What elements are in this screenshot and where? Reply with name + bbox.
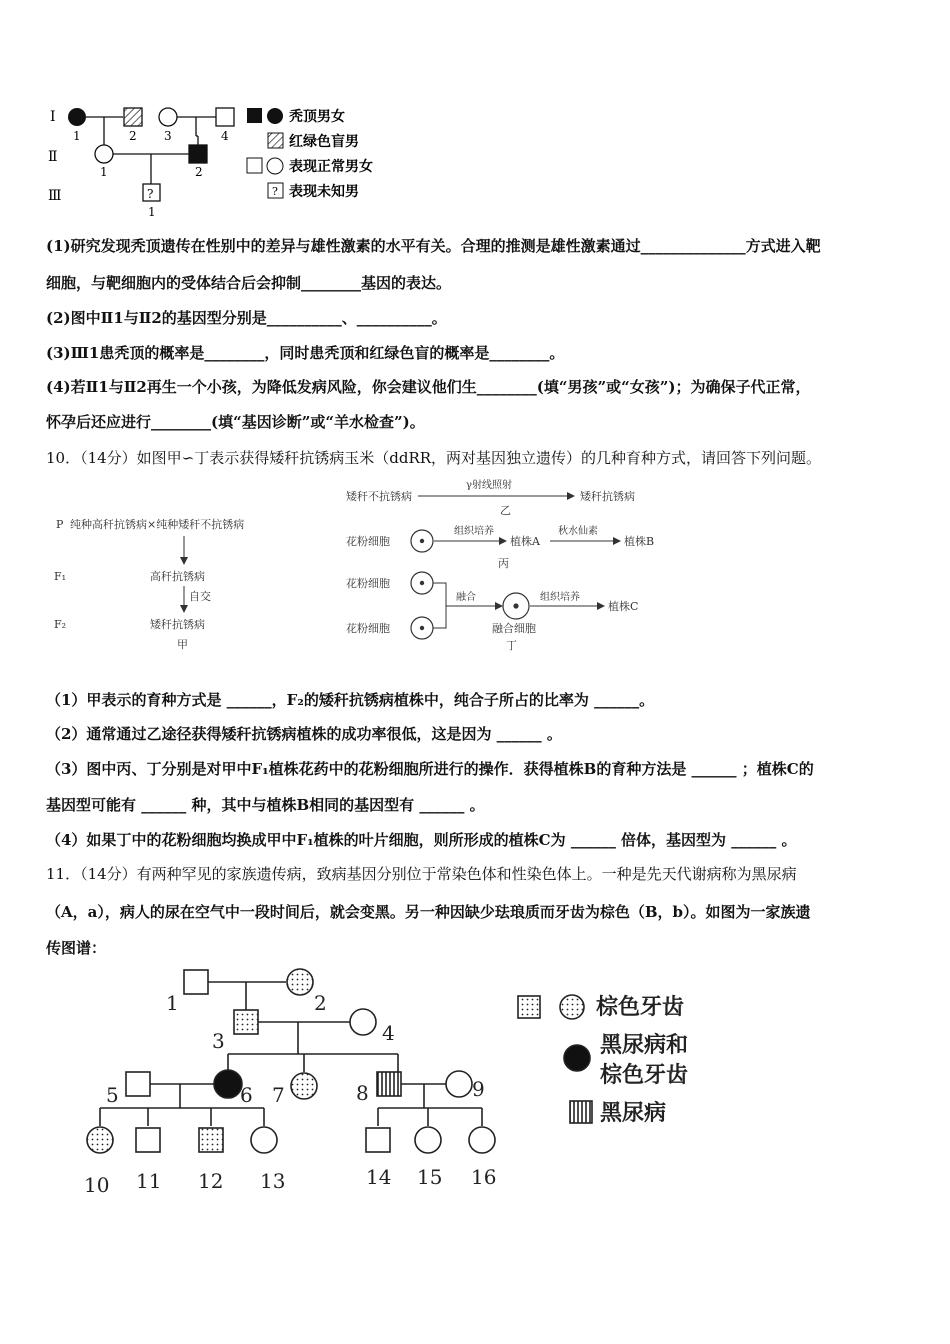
ped2-6 [214,1070,242,1098]
nucleus-dot [420,539,424,543]
pedigree1-num: 3 [164,129,172,143]
ped2-num: 2 [314,991,327,1015]
bing-name: 丙 [498,557,509,570]
ped2-num: 8 [356,1081,369,1105]
unknown-mark: ? [272,185,278,198]
legend-bald: 秃顶男女 [289,109,345,125]
jia-f2-label: F₂ [54,618,67,631]
q9-line-5: (4)若Ⅱ1与Ⅱ2再生一个小孩，为降低发病风险，你会建议他们生________(填“男孩”或“女孩”)；为确保子代正常， [46,378,811,396]
pedigree1-num: 1 [148,205,156,219]
pedigree1-num: 1 [73,129,81,143]
pedigree1-num: 2 [195,165,203,179]
legend-circle-filled [267,108,283,124]
legend2-square-dotted [518,996,540,1018]
jia-name: 甲 [177,638,188,651]
ped2-num: 4 [382,1021,395,1045]
ped2-num: 11 [136,1169,162,1193]
legend2-brown-teeth-2: 棕色牙齿 [600,1062,689,1088]
bing-cell: 花粉细胞 [346,535,390,548]
nucleus-dot [420,626,424,630]
yi-left: 矮秆不抗锈病 [346,490,412,503]
jia-f2-text: 矮秆抗锈病 [150,618,205,631]
jia-f1-label: F₁ [54,570,67,583]
bing-step1: 组织培养 [454,526,494,537]
ped2-num: 12 [198,1169,224,1193]
jia-p-label: P [56,518,64,531]
ding-step: 组织培养 [540,592,580,603]
yi-name: 乙 [500,504,511,517]
ped2-num: 16 [471,1165,497,1189]
legend2-square-lined [570,1101,592,1123]
q11-line-1: 11．（14分）有两种罕见的家族遗传病，致病基因分别位于常染色体和性染色体上。一种是先天代谢病称为黑尿病 [46,865,797,883]
ding-fused: 融合细胞 [492,622,536,635]
q9-line-4: (3)Ⅲ1患秃顶的概率是________，同时患秃顶和红绿色盲的概率是________。 [46,344,565,362]
legend2-circle-dotted [560,995,584,1019]
legend-circle-open [267,158,283,174]
ding-cell2: 花粉细胞 [346,622,390,635]
pedigree1-I-1 [68,108,86,126]
legend2-alkaptonuria-and: 黑尿病和 [600,1032,689,1058]
ped2-num: 10 [84,1173,110,1197]
q9-line-3: (2)图中Ⅱ1与Ⅱ2的基因型分别是__________、__________。 [46,309,447,327]
nucleus-dot [420,581,424,585]
q10-sub-3: （3）图中丙、丁分别是对甲中F₁植株花药中的花粉细胞所进行的操作．获得植株B的育种方法是 ______ ；植株C的 [46,760,814,778]
ped2-11 [136,1128,160,1152]
ped2-num: 6 [240,1083,253,1107]
q10-sub-4: （4）如果丁中的花粉细胞均换成甲中F₁植株的叶片细胞，则所形成的植株C为 ______ 倍体，基因型为 ______ 。 [46,831,797,849]
legend-unknown: 表现未知男 [289,184,359,200]
pedigree1-I-2 [124,108,142,126]
ped2-num: 9 [472,1077,485,1101]
ped2-num: 3 [212,1029,225,1053]
ped2-num: 5 [106,1083,119,1107]
ped2-14 [366,1128,390,1152]
legend-square-open [247,158,262,173]
q9-line-1: (1)研究发现秃顶遗传在性别中的差异与雄性激素的水平有关。合理的推测是雄性激素通过______________方式进入靶 [46,237,821,255]
ped2-12 [199,1128,223,1152]
pedigree1-I-4 [216,108,234,126]
q11-line-3: 传图谱： [46,939,107,957]
legend-normal: 表现正常男女 [289,159,373,175]
ped2-9 [446,1071,472,1097]
jia-self: 自交 [189,590,211,603]
pedigree1-II-1 [95,145,113,163]
gen-label-II: Ⅱ [48,149,58,165]
legend2-alkaptonuria: 黑尿病 [600,1100,667,1126]
jia-f1-text: 高秆抗锈病 [150,570,205,583]
jia-p-text: 纯种高秆抗锈病×纯种矮秆不抗锈病 [70,518,245,531]
pedigree-2-figure [80,962,740,1202]
ped2-15 [415,1127,441,1153]
unknown-mark: ? [147,187,154,201]
bing-step2: 秋水仙素 [558,526,598,537]
pedigree1-num: 2 [129,129,137,143]
pedigree-1-figure [40,96,390,222]
ped2-num: 1 [166,991,179,1015]
ped2-2 [287,969,313,995]
ped2-10 [87,1127,113,1153]
ped2-7 [291,1073,317,1099]
legend-square-hatched [268,133,283,148]
nucleus-dot [513,603,518,608]
pedigree1-num: 4 [221,129,229,143]
q10-title: 10．（14分）如图甲∽丁表示获得矮秆抗锈病玉米（ddRR，两对基因独立遗传）的几种育种方式，请回答下列问题。 [46,449,822,467]
q9-line-2: 细胞，与靶细胞内的受体结合后会抑制________基因的表达。 [46,274,452,292]
ped2-1 [184,970,208,994]
fusion-bracket [433,583,446,628]
ped2-3 [234,1010,258,1034]
ped2-8 [377,1072,401,1096]
ped2-13 [251,1127,277,1153]
pedigree1-II-2 [189,145,207,163]
legend-colorblind: 红绿色盲男 [289,134,359,150]
q10-sub-1: （1）甲表示的育种方式是 ______，F₂的矮秆抗锈病植株中，纯合子所占的比率为 ______。 [46,691,655,709]
ped2-num: 14 [366,1165,392,1189]
ding-cell1: 花粉细胞 [346,577,390,590]
q11-line-2: （A，a），病人的尿在空气中一段时间后，就会变黑。另一种因缺少珐琅质而牙齿为棕色（B，b）。如图为一家族遗 [46,903,811,921]
bing-plantA: 植株A [510,535,540,548]
gen-label-I: Ⅰ [50,109,56,125]
legend-square-filled [247,108,262,123]
q10-sub-2: （2）通常通过乙途径获得矮秆抗锈病植株的成功率很低，这是因为 ______ 。 [46,725,562,743]
pedigree1-num: 1 [100,165,108,179]
gen-label-III: Ⅲ [48,188,62,204]
yi-arrow-label: γ射线照射 [466,480,512,491]
ped2-16 [469,1127,495,1153]
breeding-diagram [46,476,706,656]
ped2-num: 13 [260,1169,286,1193]
bing-plantB: 植株B [624,535,655,548]
pedigree1-I-3 [159,108,177,126]
ding-fuse: 融合 [456,592,476,603]
q9-line-6: 怀孕后还应进行________(填“基因诊断”或“羊水检查”)。 [46,413,425,431]
ped2-num: 15 [417,1165,443,1189]
legend2-brown-teeth: 棕色牙齿 [596,994,685,1020]
ding-name: 丁 [506,639,517,652]
legend2-circle-filled [564,1045,590,1071]
ped2-num: 7 [272,1083,285,1107]
ped2-5 [126,1072,150,1096]
yi-right: 矮秆抗锈病 [580,490,635,503]
ding-plantC: 植株C [608,600,639,613]
ped2-4 [350,1009,376,1035]
q10-sub-3b: 基因型可能有 ______ 种，其中与植株B相同的基因型有 ______ 。 [46,796,485,814]
